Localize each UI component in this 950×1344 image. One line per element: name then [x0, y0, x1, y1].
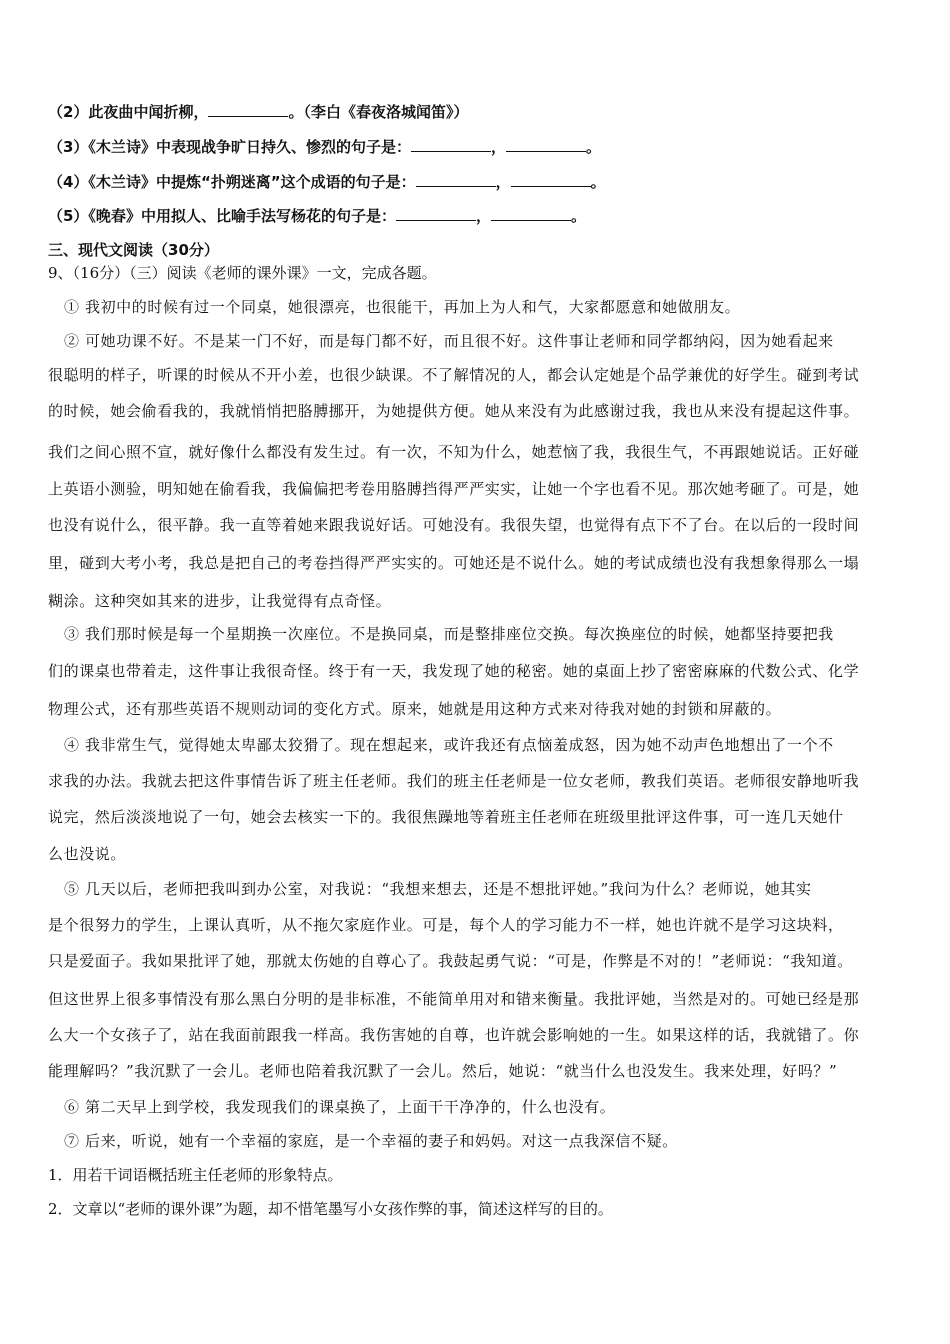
fill-item-text: （4）《木兰诗》中提炼“扑朔迷离”这个成语的句子是：	[48, 173, 416, 191]
fill-item-4	[48, 171, 904, 193]
passage-line: 求我的办法。我就去把这件事情告诉了班主任老师。我们的班主任老师是一位女老师，教我们英语。老师很安静地听我	[48, 772, 860, 790]
passage-line: 是个很努力的学生，上课认真听，从不拖欠家庭作业。可是，每个人的学习能力不一样，她也许就不是学习这块料，	[48, 916, 844, 934]
passage-line: 么也没说。	[48, 845, 127, 863]
fill-item-text: 。（李白《春夜洛城闻笛》）	[288, 103, 469, 121]
fill-item-5	[48, 205, 904, 227]
passage-line: 们的课桌也带着走，这件事让我很奇怪。终于有一天，我发现了她的秘密。她的桌面上抄了密密麻麻的代数公式、化学	[48, 662, 860, 680]
answer-blank[interactable]	[506, 137, 586, 152]
fill-item-2	[48, 101, 904, 123]
answer-blank[interactable]	[511, 172, 591, 187]
fill-item-text: （5）《晚春》中用拟人、比喻手法写杨花的句子是：	[48, 207, 396, 225]
passage-line: 但这世界上很多事情没有那么黑白分明的是非标准，不能简单用对和错来衡量。我批评她，当然是对的。可她已经是那	[48, 990, 860, 1008]
passage-line: 只是爱面子。我如果批评了她，那就太伤她的自尊心了。我鼓起勇气说：“可是，作弊是不对的！”老师说：“我知道。	[48, 952, 853, 970]
question-1: 1．用若干词语概括班主任老师的形象特点。	[48, 1166, 343, 1184]
passage-line: ⑦ 后来，听说，她有一个幸福的家庭，是一个幸福的妻子和妈妈。对这一点我深信不疑。	[64, 1132, 678, 1150]
passage-line: 很聪明的样子，听课的时候从不开小差，也很少缺课。不了解情况的人，都会认定她是个品学兼优的好学生。碰到考试	[48, 366, 860, 384]
passage-line: 的时候，她会偷看我的，我就悄悄把胳膊挪开，为她提供方便。她从来没有为此感谢过我，我也从来没有提起这件事。	[48, 402, 860, 420]
passage-line: 能理解吗？”我沉默了一会儿。老师也陪着我沉默了一会儿。然后，她说：“就当什么也没发生。我来处理，好吗？”	[48, 1062, 838, 1080]
fill-item-separator: ，	[495, 173, 511, 191]
passage-line: ② 可她功课不好。不是某一门不好，而是每门都不好，而且很不好。这件事让老师和同学都纳闷，因为她看起来	[64, 332, 834, 350]
fill-item-separator: ，	[475, 207, 491, 225]
answer-blank[interactable]	[208, 102, 288, 117]
fill-item-text: （2）此夜曲中闻折柳，	[48, 103, 209, 121]
passage-line: 糊涂。这种突如其来的进步，让我觉得有点奇怪。	[48, 592, 392, 610]
passage-line: 么大一个女孩子了，站在我面前跟我一样高。我伤害她的自尊，也许就会影响她的一生。如果这样的话，我就错了。你	[48, 1026, 860, 1044]
fill-item-text: 。	[570, 207, 586, 225]
passage-line: ③ 我们那时候是每一个星期换一次座位。不是换同桌，而是整排座位交换。每次换座位的时候，她都坚持要把我	[64, 625, 834, 643]
fill-item-text: （3）《木兰诗》中表现战争旷日持久、惨烈的句子是：	[48, 138, 411, 156]
passage-line: ⑥ 第二天早上到学校，我发现我们的课桌换了，上面干干净净的，什么也没有。	[64, 1098, 616, 1116]
passage-line: ⑤ 几天以后，老师把我叫到办公室，对我说：“我想来想去，还是不想批评她。”我问为什么？老师说，她其实	[64, 880, 812, 898]
answer-blank[interactable]	[396, 206, 476, 221]
answer-blank[interactable]	[416, 172, 496, 187]
section-title: 三、现代文阅读（30分）	[48, 241, 219, 259]
passage-line: ① 我初中的时候有过一个同桌，她很漂亮，也很能干，再加上为人和气，大家都愿意和她做朋友。	[64, 298, 741, 316]
fill-item-text: 。	[590, 173, 606, 191]
fill-item-separator: ，	[490, 138, 506, 156]
passage-line: 上英语小测验，明知她在偷看我，我偏偏把考卷用胳膊挡得严严实实，让她一个字也看不见。那次她考砸了。可是，她	[48, 480, 860, 498]
question-2: 2．文章以“老师的课外课”为题，却不惜笔墨写小女孩作弊的事，简述这样写的目的。	[48, 1200, 613, 1218]
fill-item-text: 。	[585, 138, 601, 156]
question-intro: 9、（16分）（三）阅读《老师的课外课》一文，完成各题。	[48, 264, 437, 282]
answer-blank[interactable]	[491, 206, 571, 221]
passage-line: 也没有说什么，很平静。我一直等着她来跟我说好话。可她没有。我很失望，也觉得有点下不了台。在以后的一段时间	[48, 516, 860, 534]
passage-line: 里，碰到大考小考，我总是把自己的考卷挡得严严实实的。可她还是不说什么。她的考试成绩也没有我想象得那么一塌	[48, 554, 860, 572]
passage-line: 我们之间心照不宣，就好像什么都没有发生过。有一次，不知为什么，她惹恼了我，我很生气，不再跟她说话。正好碰	[48, 443, 860, 461]
passage-line: ④ 我非常生气，觉得她太卑鄙太狡猾了。现在想起来，或许我还有点恼羞成怒，因为她不动声色地想出了一个不	[64, 736, 834, 754]
passage-line: 物理公式，还有那些英语不规则动词的变化方式。原来，她就是用这种方式来对待我对她的封锁和屏蔽的。	[48, 700, 782, 718]
answer-blank[interactable]	[411, 137, 491, 152]
fill-item-3	[48, 136, 904, 158]
passage-line: 说完，然后淡淡地说了一句，她会去核实一下的。我很焦躁地等着班主任老师在班级里批评这件事，可一连几天她什	[48, 808, 844, 826]
